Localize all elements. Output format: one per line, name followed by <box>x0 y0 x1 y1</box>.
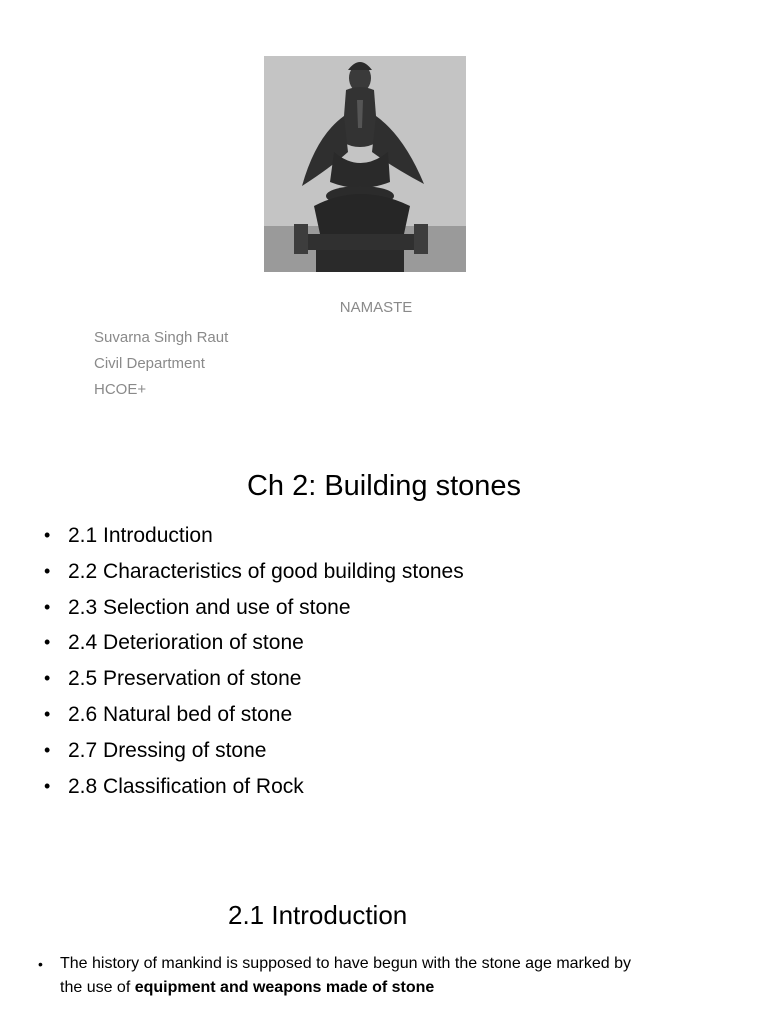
bullet-icon: • <box>44 703 51 724</box>
bullet-icon: • <box>44 775 51 796</box>
list-item: • 2.3 Selection and use of stone <box>44 590 464 626</box>
statue-photo <box>264 56 466 272</box>
bullet-icon: • <box>44 596 51 617</box>
intro-emphasis: equipment and weapons made of stone <box>134 979 435 996</box>
author-institution: HCOE+ <box>94 381 147 398</box>
author-block <box>94 325 228 403</box>
list-item: • 2.5 Preservation of stone <box>44 661 464 697</box>
bullet-icon: • <box>38 956 43 972</box>
chapter-title: Ch 2: Building stones <box>246 470 522 502</box>
bullet-icon: • <box>44 668 51 689</box>
list-item: • 2.2 Characteristics of good building stones <box>44 554 464 590</box>
list-item: • 2.7 Dressing of stone <box>44 733 464 769</box>
list-item: • 2.1 Introduction <box>44 518 464 554</box>
author-name: Suvarna Singh Raut <box>94 329 229 346</box>
bullet-icon: • <box>44 632 51 653</box>
bullet-icon: • <box>44 739 51 760</box>
section-title: 2.1 Introduction <box>228 900 408 930</box>
list-item: • 2.8 Classification of Rock <box>44 769 464 805</box>
chapter-contents-list <box>44 518 464 804</box>
list-item: • 2.4 Deterioration of stone <box>44 625 464 661</box>
intro-bullet-list <box>38 952 650 1000</box>
bullet-icon: • <box>44 525 51 545</box>
author-department: Civil Department <box>94 355 205 372</box>
list-item <box>38 952 650 1000</box>
greeting-text: NAMASTE <box>339 299 413 316</box>
intro-paragraph: The history of mankind is supposed to have begun with the stone age marked by the use of equipment and weapons made of stone <box>60 955 632 996</box>
bullet-icon: • <box>44 560 51 581</box>
list-item: • 2.6 Natural bed of stone <box>44 697 464 733</box>
